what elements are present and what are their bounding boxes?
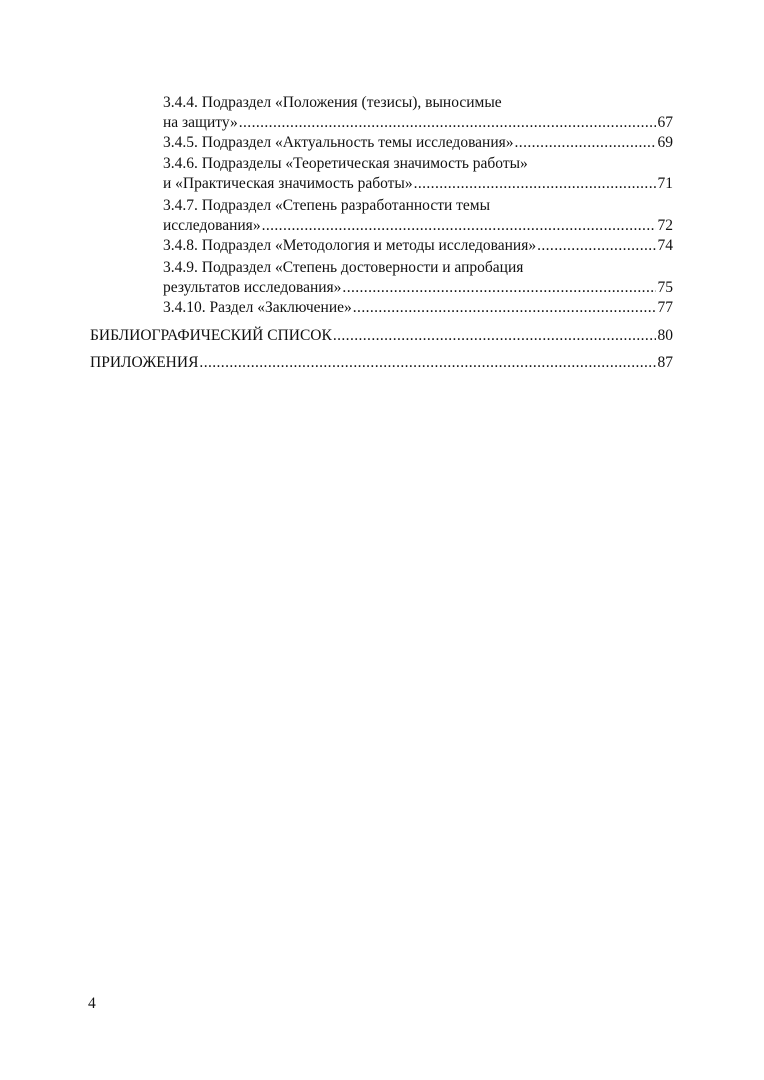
toc-entry-3-4-4[interactable] <box>163 113 673 133</box>
toc-entry-title: результатов исследования» <box>163 279 342 296</box>
toc-entry-page: 74 <box>657 237 673 254</box>
toc-entry-3-4-8[interactable] <box>163 236 673 256</box>
toc-entry-page: 71 <box>657 175 673 192</box>
toc-entry-3-4-6-line1: 3.4.6. Подразделы «Теоретическая значимость работы» <box>163 155 528 172</box>
toc-entry-title: исследования» <box>163 217 261 234</box>
toc-entry-page: 67 <box>657 114 673 131</box>
toc-entry-3-4-10[interactable] <box>163 298 673 318</box>
toc-entry-3-4-4-line1: 3.4.4. Подраздел «Положения (тезисы), выносимые <box>163 94 502 111</box>
toc-entry-3-4-7-line1: 3.4.7. Подраздел «Степень разработанности темы <box>163 197 491 214</box>
dot-leader <box>515 133 656 152</box>
toc-entry-3-4-9-line1: 3.4.9. Подраздел «Степень достоверности и апробация <box>163 259 524 276</box>
toc-entry-page: 87 <box>657 354 673 371</box>
toc-entry-page: 69 <box>657 134 673 151</box>
toc-entry-page: 75 <box>657 279 673 296</box>
dot-leader <box>414 174 656 193</box>
toc-entry-bibliography[interactable] <box>90 326 673 346</box>
toc-entry-3-4-5[interactable] <box>163 133 673 153</box>
dot-leader <box>239 113 656 132</box>
dot-leader <box>353 298 656 317</box>
toc-entry-title: ПРИЛОЖЕНИЯ <box>90 354 199 371</box>
page-number: 4 <box>88 995 96 1012</box>
toc-entry-page: 80 <box>657 327 673 344</box>
toc-entry-3-4-9[interactable] <box>163 278 673 298</box>
toc-entry-title: и «Практическая значимость работы» <box>163 175 413 192</box>
toc-entry-page: 77 <box>657 299 673 316</box>
toc-entry-title: на защиту» <box>163 114 238 131</box>
toc-entry-3-4-6[interactable] <box>163 174 673 194</box>
toc-entry-title: 3.4.10. Раздел «Заключение» <box>163 299 352 316</box>
toc-entry-title: 3.4.5. Подраздел «Актуальность темы исследования» <box>163 134 514 151</box>
dot-leader <box>199 353 655 372</box>
toc-entry-3-4-7[interactable] <box>163 216 673 236</box>
dot-leader <box>333 326 656 345</box>
toc-entry-title: БИБЛИОГРАФИЧЕСКИЙ СПИСОК <box>90 327 332 344</box>
toc-entry-appendices[interactable] <box>90 353 673 373</box>
toc-entry-title: 3.4.8. Подраздел «Методология и методы исследования» <box>163 237 537 254</box>
dot-leader <box>262 216 656 235</box>
toc-entry-page: 72 <box>657 217 673 234</box>
dot-leader <box>537 236 655 255</box>
dot-leader <box>342 278 655 297</box>
